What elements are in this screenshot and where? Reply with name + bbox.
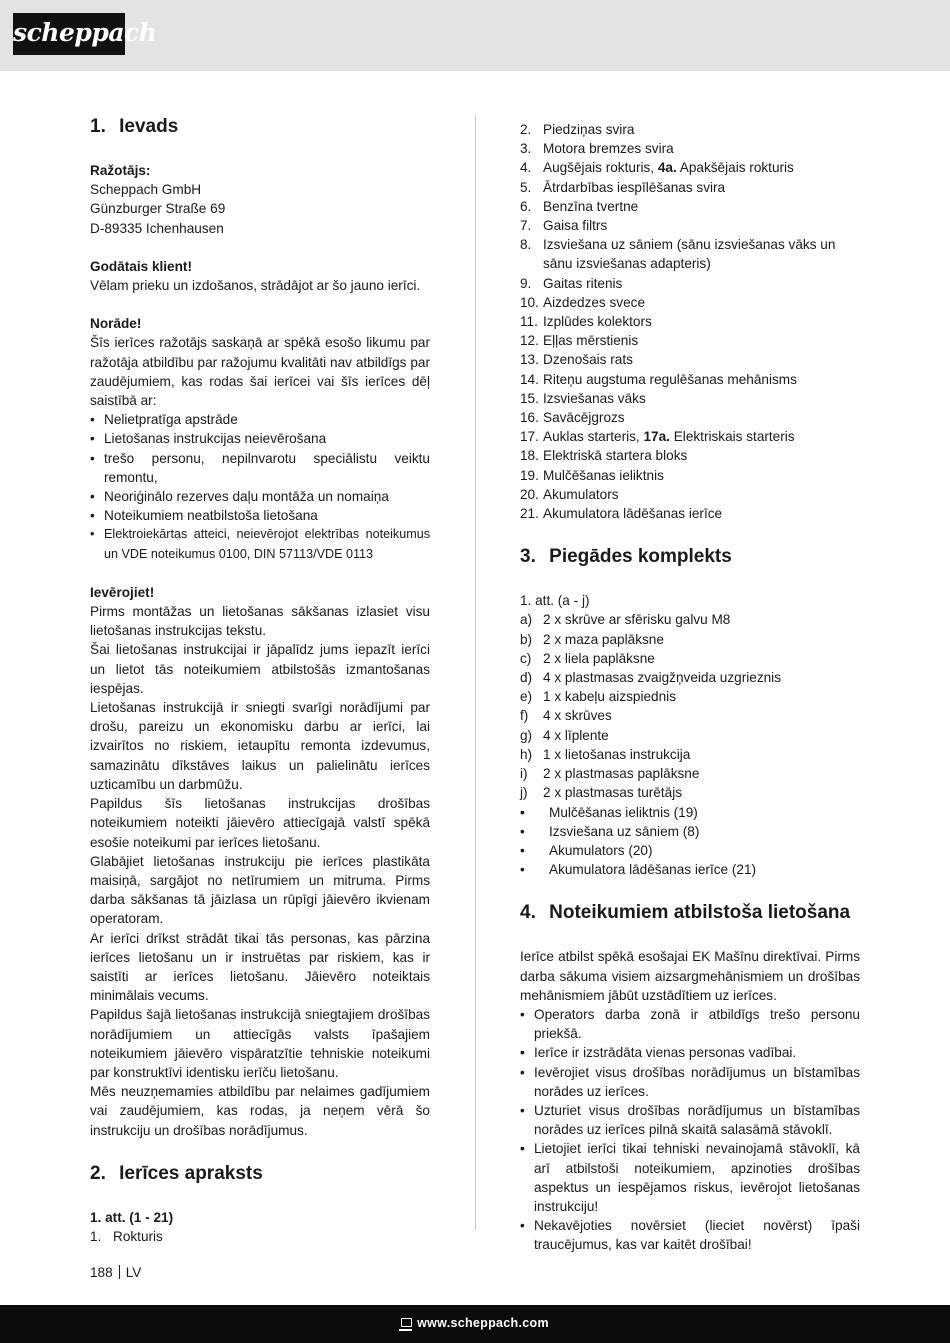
greeting-text: Vēlam prieku un izdošanos, strādājot ar šo jauno ierīci. — [90, 278, 421, 294]
list-item: 15. Izsviešanas vāks — [520, 390, 646, 406]
address-line: Scheppach GmbH — [90, 182, 202, 198]
list-item: a) 2 x skrūve ar sfērisku galvu M8 — [520, 612, 731, 628]
column-divider — [475, 115, 476, 1230]
list-item: • Nekavējoties novērsiet (lieciet novērst) īpaši traucējumus, kas var kaitēt drošībai! — [520, 1216, 860, 1254]
section-1-heading: 1. Ievads — [90, 116, 179, 137]
list-item: • Lietojiet ierīci tikai tehniski nevainojamā stāvoklī, kā arī atbilstoši noteikumiem, apzinoties drošības aspektus un iespējamos riskus, ievērojot lietošanas instrukciju! — [520, 1139, 860, 1216]
paragraph: Glabājiet lietošanas instrukciju pie ierīces plastikāta maisiņā, sargājot no netīrumiem un mitruma. Pirms darba sākšanas tā jāizlasa un rūpīgi jāievēro ikvienam operatoram. — [90, 853, 430, 927]
figure-label: 1. att. (1 - 21) — [90, 1209, 174, 1225]
list-item: f) 4 x skrūves — [520, 708, 612, 724]
list-item: g) 4 x līplente — [520, 727, 609, 743]
list-item: 4. Augšējais rokturis, 4a. Apakšējais rokturis — [520, 160, 794, 176]
list-item: 7. Gaisa filtrs — [520, 218, 608, 234]
paragraph: Lietošanas instrukcijā ir sniegti svarīgi norādījumi par drošu, pareizu un ekonomisku darbu ar ierīci, lai izvairītos no riskiem, ietaupītu remonta izdevumus, samazinātu dīkstāves laikus un palielinātu ierīces uzticamību un darbmūžu. — [90, 700, 430, 792]
left-column — [90, 115, 430, 1246]
paragraph: Papildus šajā lietošanas instrukcijā sniegtajiem drošības norādījumiem un attiecīgās valsts īpašajiem noteikumiem jāievēro vispāratzītie tehniskie noteikumi par konstruktīvi identisku ierīču lietošanu. — [90, 1007, 430, 1080]
list-item: b) 2 x maza paplāksne — [520, 631, 664, 647]
list-item: • Ierīce ir izstrādāta vienas personas vadībai. — [520, 1043, 860, 1062]
list-item: • Mulčēšanas ieliktnis (19) — [520, 804, 698, 820]
computer-icon — [401, 1318, 412, 1327]
list-item: • Noteikumiem neatbilstoša lietošana — [90, 506, 430, 525]
list-item: 10. Aizdedzes svece — [520, 294, 646, 310]
list-item: • Lietošanas instrukcijas neievērošana — [90, 429, 430, 448]
list-item: 8. Izsviešana uz sāniem (sānu izsviešanas vāks un sānu izsviešanas adapteris) — [520, 237, 836, 272]
greeting-label: Godātais klient! — [90, 258, 192, 274]
list-item: 19. Mulčēšanas ieliktnis — [520, 467, 664, 483]
right-column — [520, 115, 860, 1255]
address-line: D-89335 Ichenhausen — [90, 220, 224, 236]
list-item: • Ievērojiet visus drošības norādījumus un bīstamības norādes uz ierīces. — [520, 1063, 860, 1101]
list-item: • Elektroiekārtas atteici, neievērojot elektrības noteikumus un VDE noteikumus 0100, DIN 57113/VDE 0113 — [90, 525, 430, 563]
manufacturer-label: Ražotājs: — [90, 163, 151, 178]
list-item: • Uzturiet visus drošības norādījumus un bīstamības norādes uz ierīces pilnā skaitā salasāmā stāvoklī. — [520, 1101, 860, 1139]
list-item: c) 2 x liela paplāksne — [520, 650, 655, 666]
list-item: 21. Akumulatora lādēšanas ierīce — [520, 506, 723, 522]
list-item: 20. Akumulators — [520, 486, 619, 502]
section-3-heading: 3. Piegādes komplekts — [520, 546, 732, 568]
list-item: 9. Gaitas ritenis — [520, 275, 623, 291]
paragraph: Pirms montāžas un lietošanas sākšanas izlasiet visu lietošanas instrukcijas tekstu. — [90, 604, 430, 639]
list-item: 2. Piedziņas svira — [520, 122, 635, 137]
page-number: 188 LV — [90, 1265, 142, 1280]
list-item: 5. Ātrdarbības iespīlēšanas svira — [520, 179, 726, 195]
list-item: • Operators darba zonā ir atbildīgs trešo personu priekšā. — [520, 1005, 860, 1043]
website-url[interactable]: www.scheppach.com — [417, 1316, 549, 1330]
list-item: j) 2 x plastmasas turētājs — [520, 785, 683, 801]
note-text: Šīs ierīces ražotājs saskaņā ar spēkā esošo likumu par ražotāja atbildību par ražojumu kvalitāti nav atbildīgs par zaudējumiem, kas rodas šai ierīcei vai šīs ierīces dēļ saistībā ar: — [90, 335, 430, 409]
paragraph: Mēs neuzņemamies atbildību par nelaimes gadījumiem vai zaudējumiem, kas rodas, ja neņem vērā šo instrukciju un drošības norādījumus. — [90, 1084, 430, 1138]
paragraph: Ierīce atbilst spēkā esošajai EK Mašīnu direktīvai. Pirms darba sākuma visiem aizsargmehānismiem un drošības mehānismiem jābūt uzstādītiem uz ierīces. — [520, 949, 860, 1003]
list-item: • Akumulatora lādēšanas ierīce (21) — [520, 862, 757, 878]
list-item: 1. Rokturis — [90, 1228, 163, 1244]
brand-logo: scheppach — [13, 13, 125, 55]
parts-list — [90, 1227, 430, 1246]
note-label: Norāde! — [90, 316, 142, 332]
paragraph: Papildus šīs lietošanas instrukcijas drošības noteikumiem noteikti jāievēro attiecīgajā valstī spēkā esošie noteikumi par ierīces lietošanu. — [90, 796, 430, 850]
parts-list — [520, 120, 860, 523]
language-code: LV — [125, 1265, 142, 1280]
section-2-heading: 2. Ierīces apraksts — [90, 1162, 263, 1184]
list-item: 14. Riteņu augstuma regulēšanas mehānisms — [520, 371, 797, 387]
list-item: h) 1 x lietošanas instrukcija — [520, 746, 691, 762]
list-item: • Izsviešana uz sāniem (8) — [520, 823, 700, 839]
list-item: e) 1 x kabeļu aizspiednis — [520, 689, 676, 705]
paragraph: Šai lietošanas instrukcijai ir jāpalīdz jums iepazīt ierīci un lietot tās noteikumiem atbilstošās izmantošanas iespējas. — [90, 642, 430, 696]
section-4-heading: 4. Noteikumiem atbilstoša lietošana — [520, 902, 851, 924]
list-item: 17. Auklas starteris, 17a. Elektriskais starteris — [520, 429, 795, 445]
address-line: Günzburger Straße 69 — [90, 201, 226, 217]
footer-link[interactable] — [0, 1316, 950, 1330]
observe-label: Ievērojiet! — [90, 584, 155, 600]
paragraph: Ar ierīci drīkst strādāt tikai tās personas, kas pārzina ierīces lietošanu un ir instruētas par riskiem, kas ir saistīti ar ierīces lietošanu. Jāievēro noteiktais minimālais vecums. — [90, 930, 430, 1004]
list-item: • trešo personu, nepilnvarotu speciālistu veiktu remontu, — [90, 449, 430, 487]
delivery-list — [520, 610, 860, 802]
list-item: 3. Motora bremzes svira — [520, 141, 674, 157]
header-bar — [0, 0, 950, 71]
list-item: • Nelietpratīga apstrāde — [90, 410, 430, 429]
list-item: 16. Savācējgrozs — [520, 410, 625, 426]
footer-bar — [0, 1305, 950, 1343]
list-item: d) 4 x plastmasas zvaigžņveida uzgrieznis — [520, 670, 782, 686]
list-item: • Neoriģinālo rezerves daļu montāža un nomaiņa — [90, 487, 430, 506]
intended-use-list — [520, 1005, 860, 1255]
list-item: 6. Benzīna tvertne — [520, 198, 639, 214]
figure-label: 1. att. (a - j) — [520, 593, 590, 609]
list-item: 11. Izplūdes kolektors — [520, 314, 652, 330]
list-item: 13. Dzenošais rats — [520, 352, 633, 368]
list-item: • Akumulators (20) — [520, 842, 653, 858]
list-item: i) 2 x plastmasas paplāksne — [520, 766, 700, 782]
delivery-extras-list — [520, 803, 860, 880]
list-item: 18. Elektriskā startera bloks — [520, 448, 688, 464]
note-bullet-list — [90, 410, 430, 564]
list-item: 12. Eļļas mērstienis — [520, 333, 639, 349]
